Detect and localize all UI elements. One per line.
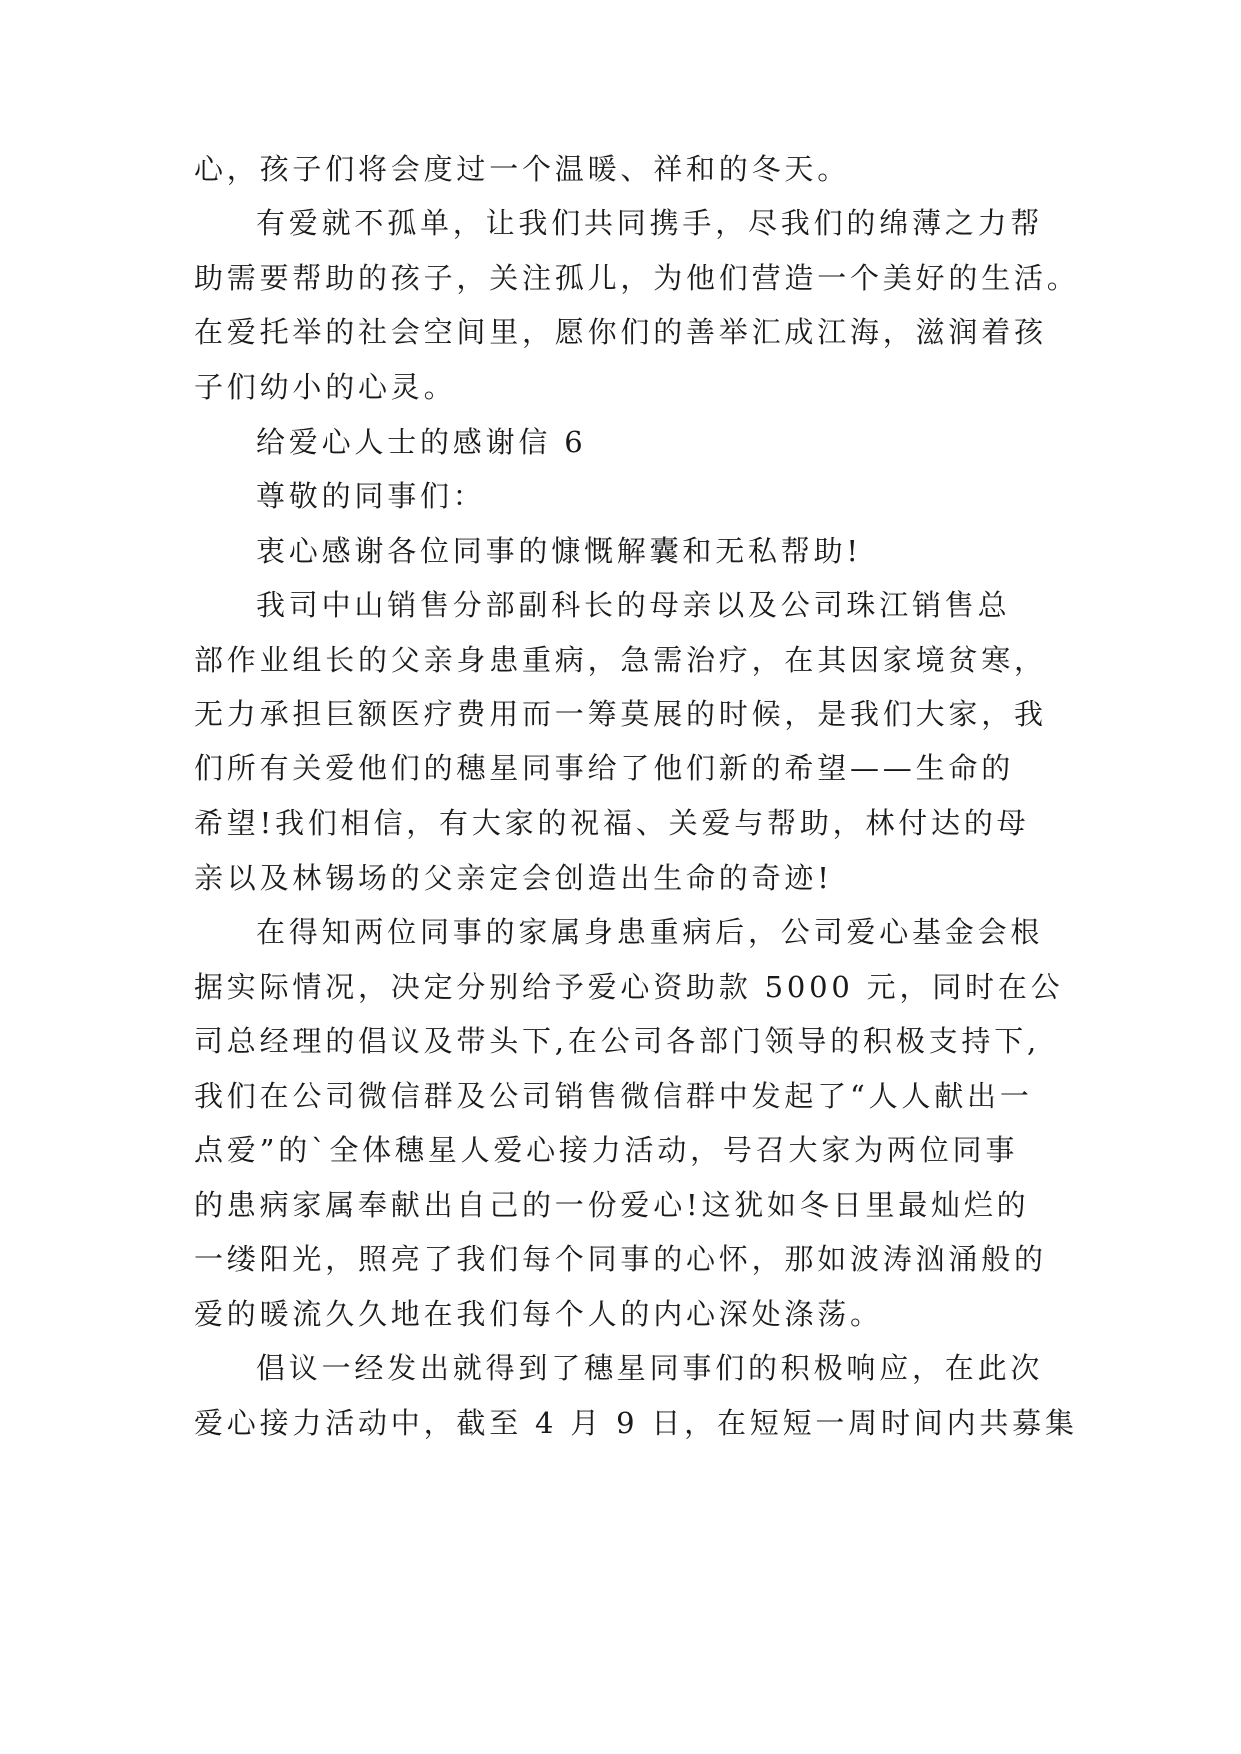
text-line: 无力承担巨额医疗费用而一筹莫展的时候，是我们大家，我 bbox=[194, 697, 1047, 731]
text-line: 爱的暖流久久地在我们每个人的内心深处涤荡。 bbox=[194, 1297, 883, 1331]
letter-title: 给爱心人士的感谢信 6 bbox=[256, 425, 587, 459]
text-line: 们所有关爱他们的穗星同事给了他们新的希望——生命的 bbox=[194, 751, 1015, 785]
text-line: 的患病家属奉献出自己的一份爱心!这犹如冬日里最灿烂的 bbox=[194, 1188, 1030, 1222]
text-line: 希望!我们相信，有大家的祝福、关爱与帮助，林付达的母 bbox=[194, 806, 1030, 840]
text-line: 有爱就不孤单，让我们共同携手，尽我们的绵薄之力帮 bbox=[256, 206, 1044, 240]
text-line: 点爱”的`全体穗星人爱心接力活动，号召大家为两位同事 bbox=[194, 1133, 1019, 1167]
text-line: 爱心接力活动中，截至 4 月 9 日，在短短一周时间内共募集 bbox=[194, 1406, 1078, 1440]
salutation: 尊敬的同事们： bbox=[256, 479, 486, 513]
text-line: 在得知两位同事的家属身患重病后，公司爱心基金会根 bbox=[256, 915, 1044, 949]
text-line: 我司中山销售分部副科长的母亲以及公司珠江销售总 bbox=[256, 588, 1011, 622]
text-line: 衷心感谢各位同事的慷慨解囊和无私帮助! bbox=[256, 534, 862, 568]
text-line: 司总经理的倡议及带头下,在公司各部门领导的积极支持下, bbox=[194, 1024, 1041, 1058]
text-line: 亲以及林锡场的父亲定会创造出生命的奇迹! bbox=[194, 861, 833, 895]
text-line: 部作业组长的父亲身患重病，急需治疗，在其因家境贫寒， bbox=[194, 643, 1047, 677]
text-line: 一缕阳光，照亮了我们每个同事的心怀，那如波涛汹涌般的 bbox=[194, 1242, 1047, 1276]
text-line: 心，孩子们将会度过一个温暖、祥和的冬天。 bbox=[194, 152, 851, 186]
text-line: 倡议一经发出就得到了穗星同事们的积极响应，在此次 bbox=[256, 1351, 1044, 1385]
text-line: 据实际情况，决定分别给予爱心资助款 5000 元，同时在公 bbox=[194, 970, 1064, 1004]
text-line: 我们在公司微信群及公司销售微信群中发起了“人人献出一 bbox=[194, 1079, 1033, 1113]
text-line: 子们幼小的心灵。 bbox=[194, 370, 457, 404]
text-line: 助需要帮助的孩子，关注孤儿，为他们营造一个美好的生活。 bbox=[194, 261, 1080, 295]
text-line: 在爱托举的社会空间里，愿你们的善举汇成江海，滋润着孩 bbox=[194, 315, 1047, 349]
